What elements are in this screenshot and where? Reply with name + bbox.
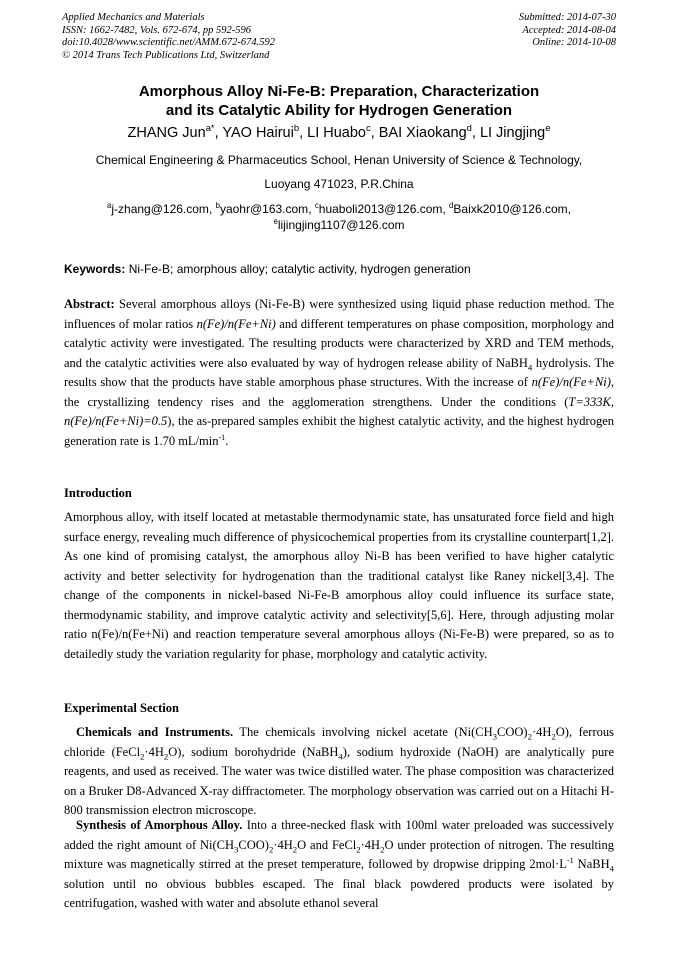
abstract-ratio: n(Fe)/n(Fe+Ni): [531, 375, 611, 389]
paragraph-text: The chemicals involving nickel acetate (Ni(CH: [233, 725, 493, 739]
subscript: 2: [356, 844, 361, 854]
synthesis-label: Synthesis of Amorphous Alloy.: [76, 818, 243, 832]
submission-dates: [519, 12, 616, 50]
paragraph-text: COO): [497, 725, 528, 739]
affiliation-line-2: Luoyang 471023, P.R.China: [264, 177, 414, 191]
subscript: 3: [234, 844, 239, 854]
email-mark: b: [215, 201, 220, 210]
abstract-text: and different temperatures on phase composition, morphology and catalytic activity were investigated. The resulting products were characterized by XRD and TEM methods, and the catalytic activities were also evaluated by way of hydrogen release ability of NaBH: [64, 316, 614, 370]
author-mark: e: [545, 122, 551, 134]
abstract-text: .: [225, 433, 229, 448]
title-line-2: and its Catalytic Ability for Hydrogen Generation: [165, 102, 513, 119]
title-line-1: Amorphous Alloy Ni-Fe-B: Preparation, Characterization: [138, 83, 540, 100]
email-address: Baixk2010@126.com: [453, 202, 568, 216]
author-name: YAO Hairui: [222, 125, 294, 141]
paragraph-text: ·4H: [273, 837, 293, 852]
paragraph-text: ·4H: [144, 744, 164, 759]
subscript: 2: [163, 751, 169, 761]
paragraph-text: COO): [238, 837, 269, 852]
paragraph-text: ·4H: [531, 725, 552, 739]
abstract-text: ), the as-prepared samples exhibit the highest catalytic activity, and the highest hydrogen generation rate is 1.70 mL/min: [64, 414, 614, 448]
affiliation-line-1: Chemical Engineering & Pharmaceutics School, Henan University of Science & Technology,: [95, 153, 583, 167]
abstract-text: , the crystallizing tendency rises and the agglomeration strengthens. Under the conditions (: [64, 375, 614, 409]
subscript: 4: [338, 751, 343, 761]
subscript: 2: [292, 844, 298, 854]
paragraph-text: ), sodium hydroxide (NaOH) are analytically pure reagents, and used as received. The water was twice distilled water. The phase composition was characterized on a Bruker D8-Advanced X-ray diffractometer. The morphology observation was carried out on a Hitachi H-800 transmission electron microscope.: [64, 744, 614, 817]
chemicals-paragraph: [64, 723, 614, 821]
paragraph-text: NaBH: [573, 857, 610, 871]
online-date: Online: 2014-10-08: [532, 37, 616, 49]
author-mark: c: [366, 122, 371, 134]
subscript: 2: [551, 731, 556, 742]
accepted-date: Accepted: 2014-08-04: [522, 24, 616, 36]
paragraph-text: ·4H: [360, 837, 381, 852]
subscript: 2: [140, 751, 145, 761]
author-name: LI Jingjing: [479, 125, 546, 141]
abstract-text: hydrolysis. The results show that the products have stable amorphous phase structures. With the increase of: [64, 355, 614, 389]
subscript: 2: [268, 844, 274, 854]
abstract-label: Abstract:: [64, 297, 115, 311]
paragraph-text: O and FeCl: [297, 837, 357, 852]
synthesis-paragraph: [64, 816, 614, 914]
journal-name: Applied Mechanics and Materials: [62, 12, 205, 23]
abstract-condition: T=333K, n(Fe)/n(Fe+Ni)=0.5: [64, 394, 614, 428]
paragraph-text: Into a three-necked flask with 100ml water preloaded was successively added the right amount of Ni(CH: [64, 818, 615, 852]
subscript: 3: [492, 731, 497, 742]
doi-line: doi:10.4028/www.scientific.net/AMM.672-674.592: [62, 37, 275, 49]
submitted-date: Submitted: 2014-07-30: [518, 12, 616, 23]
subscript: 4: [527, 362, 533, 372]
author-name: LI Huabo: [307, 125, 366, 141]
email-address: lijingjing1107@126.com: [277, 218, 405, 232]
abstract-ratio: n(Fe)/n(Fe+Ni): [196, 316, 276, 331]
email-mark: d: [449, 201, 454, 210]
introduction-text: Amorphous alloy, with itself located at metastable thermodynamic state, has unsaturated force field and high surface energy, revealing much difference of physicochemical properties from its crystalline counterpart[1,2]. As one kind of promising catalyst, the amorphous alloy Ni-B has been verified to have higher catalytic activity and better selectivity for hydrogenation than the traditional catalyst like Raney nickel[3,4]. The change of the components in nickel-based Ni-Fe-B amorphous alloy could influence its surface state, thermodynamic stability, and improve catalytic activity and selectivity[5,6]. Here, through adjusting molar ratio n(Fe)/n(Fe+Ni) and reaction temperature several amorphous alloys (Ni-Fe-B) were prepared, so as to detailedly study the variation regularity for phase, morphology and catalytic activity.: [64, 510, 614, 661]
chemicals-label: Chemicals and Instruments.: [76, 725, 234, 739]
subscript: 4: [609, 863, 614, 874]
superscript: -1: [218, 432, 226, 442]
experimental-heading: Experimental Section: [64, 701, 179, 715]
email-address: huaboli2013@126.com: [318, 202, 443, 216]
email-address: j-zhang@126.com: [111, 202, 209, 216]
keywords: [64, 262, 614, 276]
superscript: -1: [566, 855, 574, 865]
introduction-heading: Introduction: [64, 486, 132, 500]
author-name: ZHANG Jun: [127, 125, 206, 141]
paragraph-text: solution until no obvious bubbles escaped. The final black powdered products were isolated by centrifugation, washed with water and absolute ethanol several: [64, 876, 614, 910]
author-mark: b: [293, 122, 300, 134]
author-name: BAI Xiaokang: [378, 125, 467, 141]
paragraph-text: O), sodium borohydride (NaBH: [168, 744, 339, 759]
email-list: $^a$j-zhang@126.com, $^b$yaohr@163.com, $^c$huaboli2013@126.com, $^d$Baixk2010@126.com, $^e$lijingjing1107@126.com: [107, 201, 571, 232]
email-mark: a: [107, 201, 112, 210]
paragraph-text: O under protection of nitrogen. The resulting mixture was magnetically stirred at the preset temperature, followed by dropwise dripping 2mol·L: [64, 837, 614, 871]
copyright-line: © 2014 Trans Tech Publications Ltd, Switzerland: [62, 49, 270, 61]
abstract: [64, 295, 614, 451]
paragraph-text: O), ferrous chloride (FeCl: [64, 725, 614, 759]
subscript: 2: [380, 844, 385, 854]
journal-info: [62, 12, 275, 62]
paper-title: [0, 82, 678, 120]
email-mark: c: [314, 201, 319, 210]
email-mark: e: [273, 217, 278, 226]
abstract-text: Several amorphous alloys (Ni-Fe-B) were synthesized using liquid phase reduction method. The influences of molar ratios: [64, 297, 614, 331]
subscript: 2: [527, 731, 532, 742]
keywords-label: Keywords:: [64, 262, 126, 276]
author-mark: a*: [205, 122, 215, 134]
email-address: yaohr@163.com: [219, 202, 309, 216]
author-mark: d: [466, 122, 472, 134]
keywords-text: Ni-Fe-B; amorphous alloy; catalytic activity, hydrogen generation: [128, 262, 471, 276]
author-list: ZHANG Jun$^{a*}$, YAO Hairui$^b$, LI Huabo$^c$, BAI Xiaokang$^d$, LI Jingjing$^e$: [127, 122, 551, 141]
issn-line: ISSN: 1662-7482, Vols. 672-674, pp 592-596: [62, 24, 251, 36]
